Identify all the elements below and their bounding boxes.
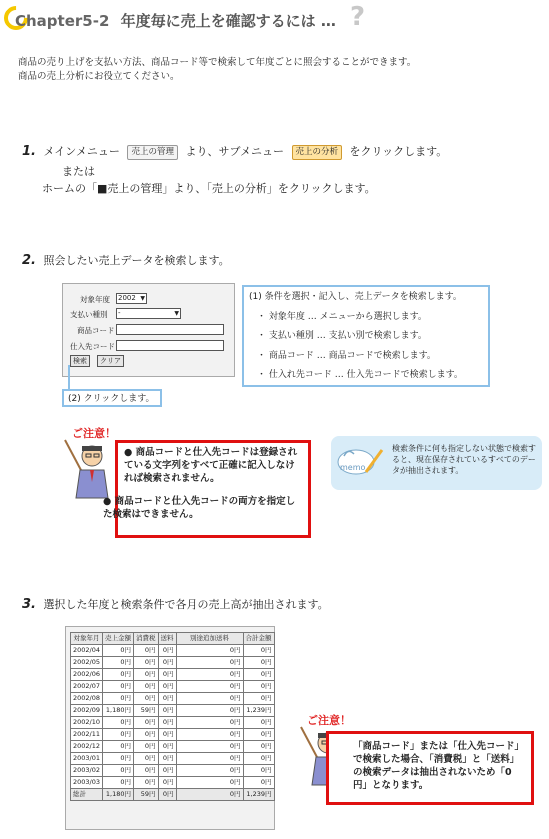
table-cell: 0円: [103, 729, 134, 741]
table-cell: 0円: [176, 693, 243, 705]
table-cell: 2003/03: [71, 777, 103, 789]
condition-supplier: ・ 仕入れ先コード … 仕入先コードで検索します。: [257, 370, 463, 380]
table-cell: 消費税: [134, 633, 159, 645]
table-cell: 0円: [134, 741, 159, 753]
table-cell: 0円: [158, 669, 176, 681]
caution-label-2: ご注意！: [307, 714, 351, 727]
table-cell: 59円: [134, 705, 159, 717]
table-cell: 0円: [103, 741, 134, 753]
table-cell: 0円: [158, 681, 176, 693]
table-cell: 1,180円: [103, 705, 134, 717]
table-cell: 0円: [103, 753, 134, 765]
table-cell: 合計金額: [243, 633, 274, 645]
table-cell: 2002/04: [71, 645, 103, 657]
click-note: (2) クリックします。: [62, 389, 162, 407]
table-cell: 0円: [158, 777, 176, 789]
table-cell: 0円: [176, 669, 243, 681]
results-table: [70, 632, 275, 801]
step-1-text-b: より、サブメニュー: [185, 145, 285, 158]
intro-line-2: 商品の売上分析にお役立てください。: [18, 71, 180, 82]
caution-1-bullet-2: ● 商品コードと仕入先コードの両方を指定した検索はできません。: [103, 496, 296, 520]
table-row: [71, 657, 275, 669]
payment-select[interactable]: [116, 308, 181, 319]
table-cell: 対象年月: [71, 633, 103, 645]
table-row: [71, 753, 275, 765]
memo-label: memo: [340, 463, 366, 472]
teacher-icon: [60, 438, 115, 500]
step-3-number: 3.: [22, 597, 36, 612]
table-cell: 0円: [176, 729, 243, 741]
table-cell: 0円: [243, 741, 274, 753]
table-cell: 0円: [158, 753, 176, 765]
step-3: [22, 596, 329, 612]
table-cell: 総計: [71, 789, 103, 801]
table-row: [71, 777, 275, 789]
table-row: [71, 765, 275, 777]
table-cell: 売上金額: [103, 633, 134, 645]
payment-label: 支払い種別: [70, 310, 108, 319]
table-cell: 0円: [158, 645, 176, 657]
table-cell: 59円: [134, 789, 159, 801]
table-cell: 2002/10: [71, 717, 103, 729]
caution-1-bullet-1: ● 商品コードと仕入先コードは登録されている文字列をすべて正確に記入しなければ検索されません。: [124, 447, 298, 484]
table-cell: 0円: [158, 705, 176, 717]
title-text: 年度毎に売上を確認するには …: [120, 12, 336, 30]
table-cell: 0円: [158, 717, 176, 729]
table-cell: 0円: [158, 765, 176, 777]
chapter-label: Chapter5-2: [15, 12, 110, 30]
table-cell: 0円: [176, 657, 243, 669]
table-cell: 2003/02: [71, 765, 103, 777]
table-row: [71, 717, 275, 729]
table-cell: 0円: [243, 645, 274, 657]
search-form: [62, 283, 235, 377]
table-cell: 1,239円: [243, 705, 274, 717]
chevron-down-icon: ▼: [174, 310, 179, 317]
page-title: [15, 10, 336, 31]
table-cell: 2002/09: [71, 705, 103, 717]
step-2-text: 照会したい売上データを検索します。: [43, 254, 230, 267]
year-value: 2002: [118, 294, 136, 302]
table-row: [71, 645, 275, 657]
search-button[interactable]: 検索: [70, 355, 90, 367]
table-cell: 2002/08: [71, 693, 103, 705]
table-cell: 0円: [134, 753, 159, 765]
product-code-input[interactable]: [116, 324, 224, 335]
table-row: [71, 729, 275, 741]
step-2-number: 2.: [22, 253, 36, 268]
year-label: 対象年度: [80, 295, 110, 304]
supplier-code-input[interactable]: [116, 340, 224, 351]
table-cell: 0円: [134, 681, 159, 693]
table-cell: 送料: [158, 633, 176, 645]
table-cell: 0円: [243, 693, 274, 705]
table-row: [71, 681, 275, 693]
table-cell: 0円: [176, 705, 243, 717]
product-code-label: 商品コード: [77, 326, 115, 335]
table-cell: 0円: [243, 669, 274, 681]
chevron-down-icon: ▼: [140, 295, 145, 302]
table-cell: 0円: [176, 777, 243, 789]
table-cell: 2002/06: [71, 669, 103, 681]
table-cell: 0円: [134, 777, 159, 789]
table-cell: 0円: [158, 741, 176, 753]
table-cell: 0円: [176, 741, 243, 753]
table-cell: 0円: [243, 681, 274, 693]
table-cell: 2002/11: [71, 729, 103, 741]
table-cell: 0円: [158, 789, 176, 801]
caution-label-1: ご注意！: [72, 427, 116, 440]
table-cell: 0円: [176, 717, 243, 729]
table-cell: 2003/01: [71, 753, 103, 765]
step-1-text-a: メインメニュー: [43, 145, 120, 158]
table-cell: 0円: [176, 681, 243, 693]
step-3-text: 選択した年度と検索条件で各月の売上高が抽出されます。: [43, 598, 329, 611]
table-cell: 0円: [103, 645, 134, 657]
conditions-box: [242, 285, 490, 387]
step-1-alt: ホームの「■売上の管理」より、「売上の分析」をクリックします。: [42, 182, 376, 195]
payment-value: -: [118, 309, 121, 317]
table-cell: 別途追加送料: [176, 633, 243, 645]
table-cell: 1,180円: [103, 789, 134, 801]
question-icon: ?: [350, 2, 366, 32]
table-cell: 0円: [243, 777, 274, 789]
step-1-or: または: [62, 165, 95, 178]
table-cell: 0円: [176, 789, 243, 801]
table-cell: 0円: [158, 693, 176, 705]
conditions-title: (1) 条件を選択・記入し、売上データを検索します。: [249, 292, 462, 302]
table-row: [71, 693, 275, 705]
supplier-code-label: 仕入先コード: [70, 342, 115, 351]
table-cell: 0円: [103, 717, 134, 729]
table-header-row: [71, 633, 275, 645]
intro-text: [18, 56, 416, 84]
intro-line-1: 商品の売り上げを支払い方法、商品コード等で検索して年度ごとに照会することができます。: [18, 57, 417, 68]
table-cell: 0円: [103, 693, 134, 705]
memo-text: 検索条件に何も指定しない状態で検索すると、現在保存されているすべてのデータが抽出されます。: [392, 444, 536, 475]
main-menu-button[interactable]: 売上の管理: [127, 145, 178, 160]
table-cell: 0円: [176, 765, 243, 777]
condition-product: ・ 商品コード … 商品コードで検索します。: [257, 350, 436, 361]
table-cell: 0円: [134, 717, 159, 729]
table-cell: 2002/07: [71, 681, 103, 693]
connector-line: [68, 365, 70, 390]
table-total-row: [71, 789, 275, 801]
table-cell: 0円: [103, 669, 134, 681]
condition-year: ・ 対象年度 … メニューから選択します。: [257, 311, 427, 322]
year-select[interactable]: [116, 293, 147, 304]
step-1: [22, 143, 447, 160]
step-1-number: 1.: [22, 144, 36, 159]
results-panel: [65, 626, 275, 830]
table-cell: 0円: [176, 753, 243, 765]
table-cell: 0円: [134, 669, 159, 681]
table-cell: 0円: [243, 729, 274, 741]
table-cell: 0円: [158, 729, 176, 741]
table-cell: 0円: [134, 729, 159, 741]
table-cell: 0円: [134, 765, 159, 777]
table-row: [71, 705, 275, 717]
table-row: [71, 741, 275, 753]
table-cell: 2002/12: [71, 741, 103, 753]
table-cell: 0円: [103, 681, 134, 693]
step-1-text-c: をクリックします。: [349, 145, 448, 158]
table-cell: 0円: [134, 657, 159, 669]
table-cell: 2002/05: [71, 657, 103, 669]
table-cell: 1,239円: [243, 789, 274, 801]
table-cell: 0円: [176, 645, 243, 657]
caution-2-text: 「商品コード」または「仕入先コード」で検索した場合、「消費税」と「送料」の検索データは抽出されないため「0円」となります。: [353, 741, 520, 791]
clear-button[interactable]: クリア: [97, 355, 124, 367]
step-2: [22, 252, 230, 268]
table-cell: 0円: [243, 717, 274, 729]
condition-payment: ・ 支払い種別 … 支払い別で検索します。: [257, 331, 427, 341]
table-cell: 0円: [243, 765, 274, 777]
table-cell: 0円: [243, 753, 274, 765]
memo-icon: [336, 440, 386, 480]
sub-menu-button[interactable]: 売上の分析: [292, 145, 343, 160]
table-cell: 0円: [158, 657, 176, 669]
table-cell: 0円: [103, 657, 134, 669]
table-cell: 0円: [243, 657, 274, 669]
table-cell: 0円: [103, 765, 134, 777]
table-cell: 0円: [134, 645, 159, 657]
table-cell: 0円: [103, 777, 134, 789]
table-row: [71, 669, 275, 681]
table-cell: 0円: [134, 693, 159, 705]
